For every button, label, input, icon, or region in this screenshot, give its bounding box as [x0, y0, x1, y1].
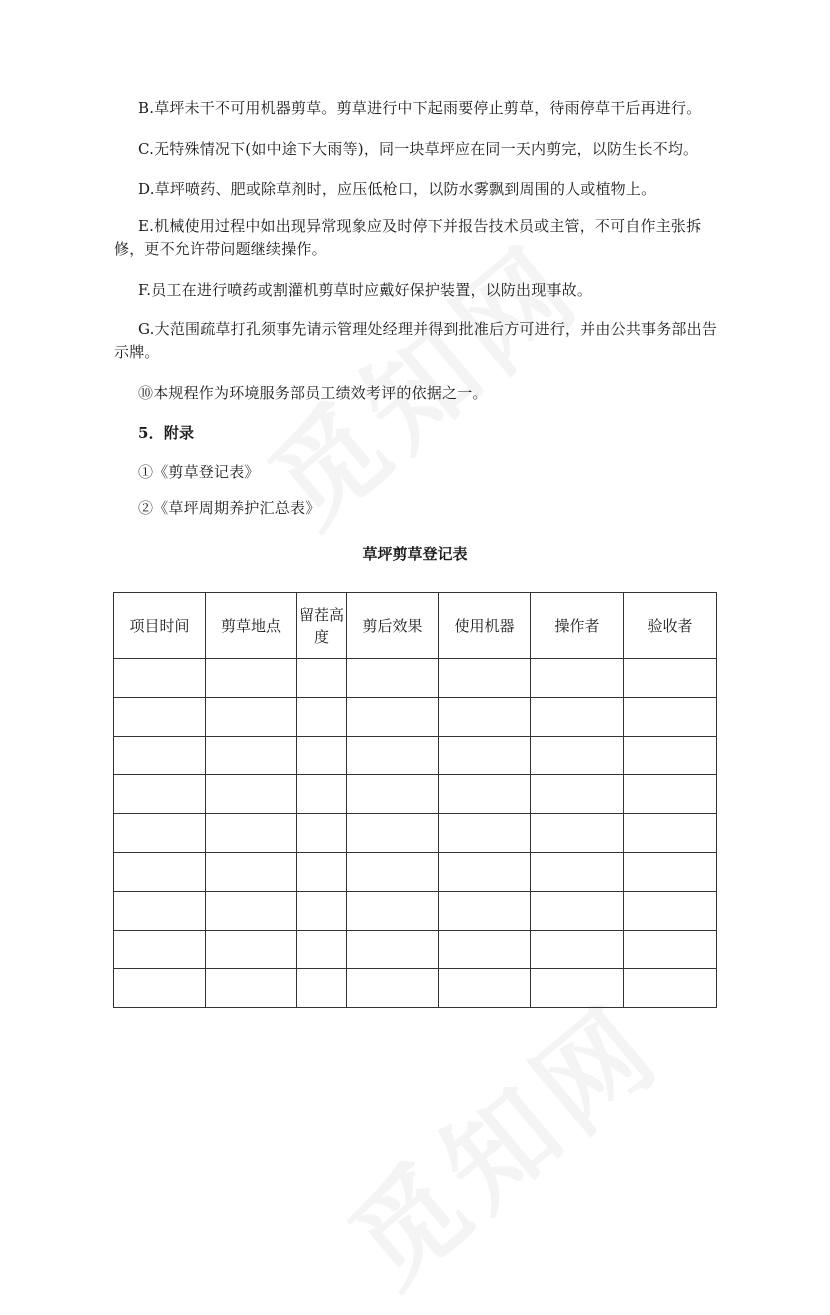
table-cell: [624, 930, 717, 969]
table-cell: [114, 814, 206, 853]
table-row: [114, 930, 717, 969]
table-cell: [439, 775, 531, 814]
table-cell: [531, 814, 624, 853]
table-cell: [206, 775, 297, 814]
table-row: [114, 969, 717, 1008]
table-cell: [297, 852, 347, 891]
table-cell: [439, 930, 531, 969]
table-cell: [347, 659, 439, 698]
table-cell: [206, 930, 297, 969]
appendix-item-2: ②《草坪周期养护汇总表》: [138, 499, 321, 517]
table-cell: [297, 891, 347, 930]
table-cell: [624, 852, 717, 891]
paragraph-b: B.草坪未干不可用机器剪草。剪草进行中下起雨要停止剪草，待雨停草干后再进行。: [138, 99, 702, 117]
table-cell: [624, 814, 717, 853]
table-header-row: [114, 593, 717, 659]
table-cell: [624, 659, 717, 698]
table-cell: [297, 697, 347, 736]
appendix-item-1: ①《剪草登记表》: [138, 463, 260, 481]
table-cell: [531, 697, 624, 736]
table-cell: [531, 736, 624, 775]
table-cell: [347, 969, 439, 1008]
table-cell: [114, 775, 206, 814]
table-cell: [347, 697, 439, 736]
table-cell: [114, 930, 206, 969]
paragraph-g: G.大范围疏草打孔须事先请示管理处经理并得到批准后方可进行，并由公共事务部出告示牌。: [114, 320, 718, 361]
paragraph-10: ⑩本规程作为环境服务部员工绩效考评的依据之一。: [138, 384, 488, 402]
table-cell: [624, 891, 717, 930]
table-title: 草坪剪草登记表: [362, 545, 468, 563]
table-cell: [206, 814, 297, 853]
table-cell: [297, 736, 347, 775]
table-cell: [114, 659, 206, 698]
table-cell: [624, 969, 717, 1008]
paragraph-f: F.员工在进行喷药或割灌机剪草时应戴好保护装置，以防出现事故。: [138, 281, 593, 299]
table-cell: [297, 930, 347, 969]
table-cell: [206, 697, 297, 736]
table-row: [114, 659, 717, 698]
table-row: [114, 814, 717, 853]
table-cell: [347, 814, 439, 853]
table-cell: [439, 969, 531, 1008]
column-header: 剪后效果: [347, 593, 439, 659]
table-cell: [531, 775, 624, 814]
watermark: [311, 963, 688, 1315]
section-heading: 5．附录: [138, 424, 195, 442]
paragraph-c: C.无特殊情况下(如中途下大雨等)，同一块草坪应在同一天内剪完，以防生长不均。: [138, 140, 699, 158]
column-header: 剪草地点: [206, 593, 297, 659]
column-header: 使用机器: [439, 593, 531, 659]
table-cell: [206, 852, 297, 891]
table-cell: [206, 659, 297, 698]
table-cell: [439, 659, 531, 698]
column-header: 项目时间: [114, 593, 206, 659]
table-cell: [531, 852, 624, 891]
table-cell: [439, 736, 531, 775]
table-cell: [531, 969, 624, 1008]
table-cell: [624, 697, 717, 736]
table-cell: [531, 891, 624, 930]
table-cell: [347, 775, 439, 814]
register-table: [113, 592, 717, 1008]
table-row: [114, 775, 717, 814]
table-cell: [439, 697, 531, 736]
table-cell: [297, 814, 347, 853]
table-cell: [297, 775, 347, 814]
table-row: [114, 891, 717, 930]
table-cell: [297, 969, 347, 1008]
table-cell: [439, 852, 531, 891]
table-cell: [206, 969, 297, 1008]
table-cell: [297, 659, 347, 698]
column-header: 留茬高度: [297, 593, 347, 659]
table-cell: [114, 891, 206, 930]
table-cell: [206, 736, 297, 775]
table-cell: [439, 814, 531, 853]
table-row: [114, 736, 717, 775]
table-cell: [347, 930, 439, 969]
table-cell: [114, 852, 206, 891]
table-row: [114, 697, 717, 736]
paragraph-e: E.机械使用过程中如出现异常现象应及时停下并报告技术员或主管，不可自作主张拆修，更不允许带问题继续操作。: [114, 217, 702, 258]
table-cell: [624, 775, 717, 814]
table-cell: [347, 736, 439, 775]
column-header: 验收者: [624, 593, 717, 659]
paragraph-d: D.草坪喷药、肥或除草剂时，应压低枪口，以防水雾飘到周围的人或植物上。: [138, 180, 657, 198]
table-cell: [439, 891, 531, 930]
table-cell: [347, 891, 439, 930]
table-cell: [531, 930, 624, 969]
table-cell: [624, 736, 717, 775]
table-cell: [347, 852, 439, 891]
table-cell: [114, 969, 206, 1008]
table-row: [114, 852, 717, 891]
table-cell: [114, 697, 206, 736]
table-cell: [114, 736, 206, 775]
column-header: 操作者: [531, 593, 624, 659]
table-cell: [206, 891, 297, 930]
table-cell: [531, 659, 624, 698]
